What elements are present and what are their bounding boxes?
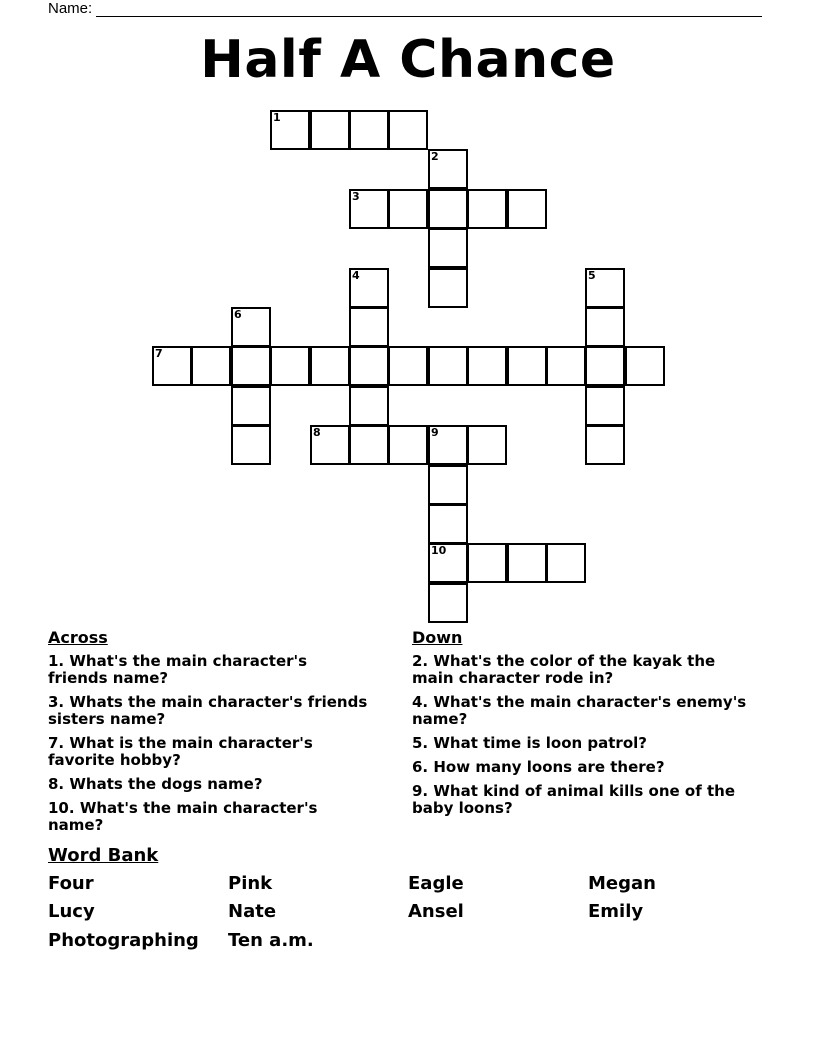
crossword-cell[interactable] [349, 189, 389, 229]
crossword-cell[interactable] [428, 425, 468, 465]
clue-number: 5 [588, 269, 596, 282]
crossword-cell[interactable] [625, 346, 665, 386]
crossword-cell[interactable] [270, 346, 310, 386]
crossword-cell[interactable] [152, 346, 192, 386]
crossword-cell[interactable] [388, 425, 428, 465]
crossword-cell[interactable] [546, 543, 586, 583]
crossword-cell[interactable] [585, 386, 625, 426]
crossword-cell[interactable] [349, 110, 389, 150]
word-bank-item: Pink [228, 873, 273, 894]
clue-across-3: 3. Whats the main character's friends sisters name? [48, 693, 368, 728]
clue-number: 9 [431, 426, 439, 439]
word-bank-item: Lucy [48, 901, 95, 922]
name-label: Name: [48, 0, 93, 17]
crossword-cell[interactable] [231, 425, 271, 465]
word-bank-item: Ten a.m. [228, 930, 314, 951]
crossword-cell[interactable] [349, 268, 389, 308]
across-heading: Across [48, 628, 108, 647]
crossword-cell[interactable] [467, 189, 507, 229]
crossword-cell[interactable] [428, 583, 468, 623]
crossword-cell[interactable] [467, 425, 507, 465]
crossword-cell[interactable] [467, 346, 507, 386]
crossword-cell[interactable] [428, 543, 468, 583]
clue-number: 10 [431, 544, 447, 557]
crossword-cell[interactable] [428, 189, 468, 229]
page-title: Half A Chance [200, 30, 616, 90]
across-clues [48, 628, 368, 841]
crossword-cell[interactable] [388, 189, 428, 229]
crossword-cell[interactable] [507, 346, 547, 386]
word-bank-item: Eagle [408, 873, 464, 894]
crossword-cell[interactable] [349, 307, 389, 347]
crossword-cell[interactable] [428, 465, 468, 505]
crossword-cell[interactable] [349, 425, 389, 465]
crossword-cell[interactable] [428, 268, 468, 308]
crossword-cell[interactable] [270, 110, 310, 150]
crossword-cell[interactable] [507, 189, 547, 229]
clue-number: 2 [431, 150, 439, 163]
crossword-cell[interactable] [467, 543, 507, 583]
word-bank-item: Emily [588, 901, 644, 922]
crossword-cell[interactable] [507, 543, 547, 583]
crossword-cell[interactable] [349, 386, 389, 426]
crossword-cell[interactable] [310, 425, 350, 465]
word-bank-item: Photographing [48, 930, 199, 951]
crossword-cell[interactable] [428, 228, 468, 268]
crossword-cell[interactable] [428, 504, 468, 544]
crossword-cell[interactable] [231, 386, 271, 426]
crossword-cell[interactable] [546, 346, 586, 386]
crossword-cell[interactable] [428, 346, 468, 386]
word-bank-item: Ansel [408, 901, 464, 922]
clue-across-1: 1. What's the main character's friends name? [48, 652, 308, 687]
clue-number: 6 [234, 308, 242, 321]
crossword-cell[interactable] [310, 110, 350, 150]
clue-number: 8 [313, 426, 321, 439]
crossword-cell[interactable] [231, 307, 271, 347]
crossword-cell[interactable] [231, 346, 271, 386]
word-bank-item: Four [48, 873, 94, 894]
crossword-cell[interactable] [191, 346, 231, 386]
clue-down-6: 6. How many loons are there? [412, 758, 665, 776]
clue-down-2: 2. What's the color of the kayak the main character rode in? [412, 652, 716, 687]
clue-across-8: 8. Whats the dogs name? [48, 775, 263, 793]
clue-down-9: 9. What kind of animal kills one of the baby loons? [412, 782, 735, 817]
clue-number: 7 [155, 347, 163, 360]
word-bank-heading: Word Bank [48, 845, 159, 866]
clue-number: 3 [352, 190, 360, 203]
crossword-cell[interactable] [310, 346, 350, 386]
crossword-cell[interactable] [388, 346, 428, 386]
crossword-cell[interactable] [349, 346, 389, 386]
word-bank-item: Megan [588, 873, 656, 894]
crossword-cell[interactable] [428, 149, 468, 189]
clue-down-5: 5. What time is loon patrol? [412, 734, 647, 752]
crossword-cell[interactable] [585, 268, 625, 308]
down-clues [412, 628, 757, 824]
crossword-cell[interactable] [388, 110, 428, 150]
clue-number: 1 [273, 111, 281, 124]
word-bank-item: Nate [228, 901, 277, 922]
clue-across-10: 10. What's the main character's name? [48, 799, 318, 834]
crossword-cell[interactable] [585, 307, 625, 347]
clue-across-7: 7. What is the main character's favorite hobby? [48, 734, 313, 769]
down-heading: Down [412, 628, 463, 647]
clue-down-4: 4. What's the main character's enemy's name? [412, 693, 747, 728]
crossword-cell[interactable] [585, 425, 625, 465]
clue-number: 4 [352, 269, 360, 282]
crossword-cell[interactable] [585, 346, 625, 386]
